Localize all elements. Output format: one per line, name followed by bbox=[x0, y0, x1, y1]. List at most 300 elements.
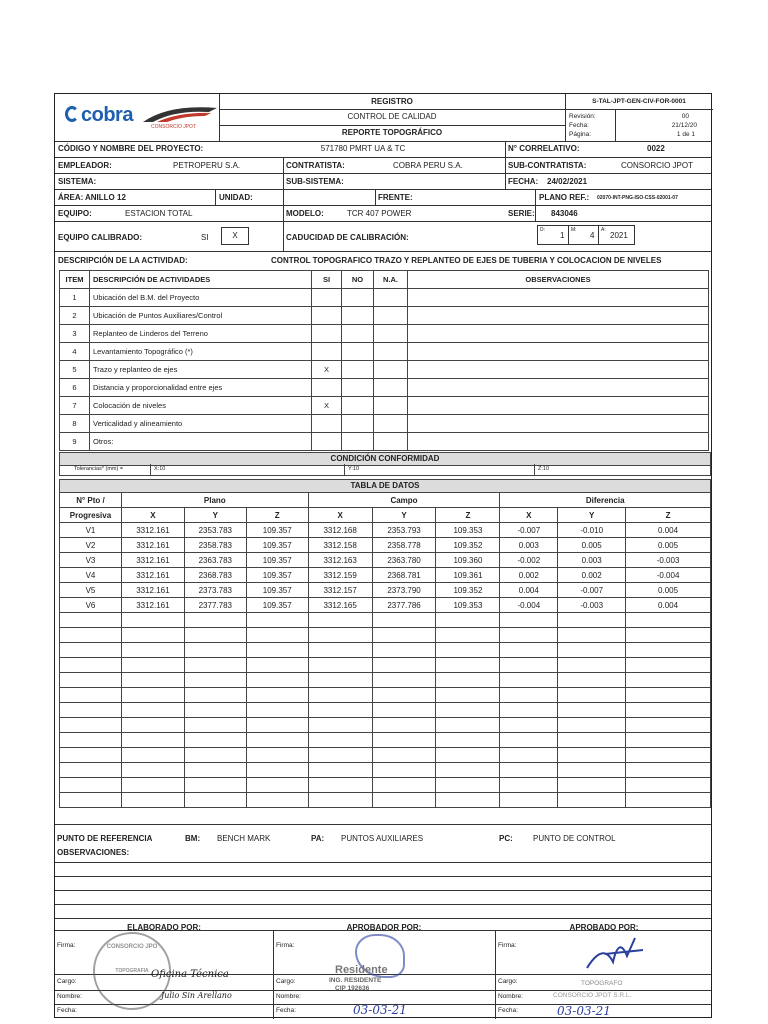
data-cell-dz bbox=[626, 688, 711, 703]
activity-item: 6 bbox=[60, 379, 90, 397]
data-cell-cz bbox=[436, 658, 500, 673]
data-cell-pz bbox=[246, 718, 308, 733]
activity-si bbox=[312, 415, 342, 433]
data-cell-dz bbox=[626, 673, 711, 688]
data-row bbox=[60, 658, 711, 673]
calibrado-checkbox[interactable]: X bbox=[221, 227, 249, 245]
data-cell-px bbox=[121, 643, 184, 658]
data-cell-py: 2353.783 bbox=[184, 523, 246, 538]
consortium-logo bbox=[139, 102, 219, 130]
data-cell-cx: 3312.157 bbox=[308, 583, 372, 598]
data-cell-px bbox=[121, 778, 184, 793]
data-cell-dz bbox=[626, 733, 711, 748]
data-cell-pz bbox=[246, 613, 308, 628]
data-cell-cx bbox=[308, 658, 372, 673]
stamp1-mid-text: TOPOGRAFIA bbox=[115, 968, 149, 974]
data-cell-p bbox=[60, 733, 122, 748]
data-cell-cz bbox=[436, 703, 500, 718]
cargo-label-3: Cargo: bbox=[498, 978, 518, 985]
revision-value: 00 bbox=[681, 113, 689, 120]
data-cell-py: 2377.783 bbox=[184, 598, 246, 613]
data-cell-dy bbox=[558, 733, 626, 748]
data-cell-p bbox=[60, 658, 122, 673]
empleador-value: PETROPERU S.A. bbox=[173, 161, 241, 170]
observaciones-label: OBSERVACIONES: bbox=[57, 848, 130, 857]
actividad-label: DESCRIPCIÓN DE LA ACTIVIDAD: bbox=[58, 256, 188, 265]
data-cell-dx bbox=[500, 613, 558, 628]
serie-value: 843046 bbox=[551, 209, 578, 218]
data-cell-dx: -0.007 bbox=[500, 523, 558, 538]
data-cell-p bbox=[60, 763, 122, 778]
col-desc: DESCRIPCIÓN DE ACTIVIDADES bbox=[90, 271, 312, 289]
contratista-value: COBRA PERU S.A. bbox=[393, 161, 463, 170]
data-cell-dz: 0.005 bbox=[626, 538, 711, 553]
activity-obs bbox=[408, 307, 709, 325]
data-cell-dy: 0.005 bbox=[558, 538, 626, 553]
nombre-label-1: Nombre: bbox=[57, 993, 82, 1000]
data-cell-cy bbox=[372, 748, 436, 763]
subcontratista-value: CONSORCIO JPOT bbox=[621, 161, 694, 170]
data-row bbox=[60, 733, 711, 748]
data-cell-pz bbox=[246, 703, 308, 718]
activity-item: 9 bbox=[60, 433, 90, 451]
data-cell-py bbox=[184, 778, 246, 793]
data-row bbox=[60, 613, 711, 628]
data-cell-cy bbox=[372, 643, 436, 658]
data-cell-dz bbox=[626, 778, 711, 793]
data-cell-cy bbox=[372, 673, 436, 688]
dif-y-header: Y bbox=[558, 508, 626, 523]
activity-desc: Colocación de niveles bbox=[90, 397, 312, 415]
data-cell-cy: 2363.780 bbox=[372, 553, 436, 568]
data-cell-dy bbox=[558, 793, 626, 808]
doc-code: S-TAL-JPT-GEN-CIV-FOR-0001 bbox=[592, 98, 686, 105]
data-cell-py bbox=[184, 658, 246, 673]
activity-desc: Ubicación del B.M. del Proyecto bbox=[90, 289, 312, 307]
data-cell-py bbox=[184, 733, 246, 748]
data-cell-dz bbox=[626, 763, 711, 778]
signature-1b: Julio Sin Arellano bbox=[161, 991, 232, 1000]
data-cell-cz: 109.361 bbox=[436, 568, 500, 583]
revision-label: Revisión: bbox=[569, 113, 596, 120]
nombre-label-3: Nombre: bbox=[498, 993, 523, 1000]
activity-no bbox=[342, 433, 374, 451]
activity-no bbox=[342, 325, 374, 343]
data-cell-cz bbox=[436, 733, 500, 748]
plano-z-header: Z bbox=[246, 508, 308, 523]
data-cell-py bbox=[184, 613, 246, 628]
subcontratista-label: SUB-CONTRATISTA: bbox=[508, 161, 587, 170]
activity-item: 3 bbox=[60, 325, 90, 343]
activity-si bbox=[312, 433, 342, 451]
activity-si: X bbox=[312, 397, 342, 415]
data-row bbox=[60, 643, 711, 658]
activity-na bbox=[374, 289, 408, 307]
data-cell-cz: 109.352 bbox=[436, 583, 500, 598]
data-cell-dx: 0.002 bbox=[500, 568, 558, 583]
data-cell-cz bbox=[436, 793, 500, 808]
data-row bbox=[60, 598, 711, 613]
activity-no bbox=[342, 289, 374, 307]
activity-no bbox=[342, 343, 374, 361]
data-cell-dy bbox=[558, 763, 626, 778]
data-cell-cz bbox=[436, 688, 500, 703]
activity-na bbox=[374, 325, 408, 343]
data-cell-pz: 109.357 bbox=[246, 568, 308, 583]
data-cell-p bbox=[60, 613, 122, 628]
data-cell-p bbox=[60, 643, 122, 658]
data-row bbox=[60, 778, 711, 793]
road-swoosh-icon bbox=[139, 102, 219, 124]
pc-value: PUNTO DE CONTROL bbox=[533, 834, 616, 843]
activity-obs bbox=[408, 379, 709, 397]
stamp3-line-b: CONSORCIO JPOT S.R.L. bbox=[553, 992, 632, 999]
data-cell-dx bbox=[500, 778, 558, 793]
data-cell-cx bbox=[308, 643, 372, 658]
activity-obs bbox=[408, 415, 709, 433]
data-cell-pz: 109.357 bbox=[246, 553, 308, 568]
caducidad-box bbox=[537, 225, 635, 245]
plano-x-header: X bbox=[121, 508, 184, 523]
activity-desc: Trazo y replanteo de ejes bbox=[90, 361, 312, 379]
company-logo bbox=[65, 104, 135, 128]
tol-x: X:10 bbox=[154, 466, 166, 472]
data-cell-cy bbox=[372, 763, 436, 778]
data-cell-dz bbox=[626, 628, 711, 643]
data-cell-dx bbox=[500, 703, 558, 718]
activity-na bbox=[374, 343, 408, 361]
tolerance-row bbox=[59, 464, 711, 476]
data-table bbox=[59, 492, 711, 808]
col-si: SI bbox=[312, 271, 342, 289]
activity-row bbox=[60, 307, 709, 325]
data-cell-px: 3312.161 bbox=[121, 523, 184, 538]
activity-item: 7 bbox=[60, 397, 90, 415]
codigo-label: CÓDIGO Y NOMBRE DEL PROYECTO: bbox=[58, 144, 204, 153]
data-cell-dy bbox=[558, 658, 626, 673]
pc-label: PC: bbox=[499, 834, 513, 843]
data-cell-py bbox=[184, 628, 246, 643]
data-cell-px: 3312.161 bbox=[121, 583, 184, 598]
data-cell-px bbox=[121, 718, 184, 733]
data-cell-dy bbox=[558, 673, 626, 688]
activity-row bbox=[60, 397, 709, 415]
tol-label: Tolerancias* (mm) = bbox=[74, 466, 124, 472]
data-cell-dz bbox=[626, 658, 711, 673]
cargo-label-1: Cargo: bbox=[57, 978, 77, 985]
data-cell-p: V6 bbox=[60, 598, 122, 613]
pa-label: PA: bbox=[311, 834, 325, 843]
aprobador-label: APROBADOR POR: bbox=[346, 923, 422, 932]
stamp2-line-b: ING. RESIDENTE bbox=[329, 977, 382, 984]
data-cell-pz bbox=[246, 733, 308, 748]
activity-item: 4 bbox=[60, 343, 90, 361]
elaborado-label: ELABORADO POR: bbox=[127, 923, 201, 932]
dif-z-header: Z bbox=[626, 508, 711, 523]
data-cell-pz bbox=[246, 748, 308, 763]
cargo-label-2: Cargo: bbox=[276, 978, 296, 985]
caducidad-label: CADUCIDAD DE CALIBRACIÓN: bbox=[286, 233, 409, 242]
activity-na bbox=[374, 361, 408, 379]
data-cell-px bbox=[121, 703, 184, 718]
col-na: N.A. bbox=[374, 271, 408, 289]
equipo-value: ESTACION TOTAL bbox=[125, 209, 193, 218]
data-cell-cz: 109.353 bbox=[436, 523, 500, 538]
data-cell-p: V1 bbox=[60, 523, 122, 538]
data-cell-cx bbox=[308, 613, 372, 628]
plano-y-header: Y bbox=[184, 508, 246, 523]
data-cell-px bbox=[121, 763, 184, 778]
activity-item: 2 bbox=[60, 307, 90, 325]
fecha-label-3: Fecha: bbox=[498, 1007, 518, 1014]
data-cell-p: V3 bbox=[60, 553, 122, 568]
campo-header: Campo bbox=[308, 493, 500, 508]
data-cell-cz bbox=[436, 628, 500, 643]
data-cell-cy bbox=[372, 718, 436, 733]
data-cell-cy bbox=[372, 793, 436, 808]
nombre-label-2: Nombre: bbox=[276, 993, 301, 1000]
data-cell-p: V5 bbox=[60, 583, 122, 598]
activity-row bbox=[60, 379, 709, 397]
data-cell-cy bbox=[372, 703, 436, 718]
data-cell-dx bbox=[500, 718, 558, 733]
data-cell-pz bbox=[246, 643, 308, 658]
data-cell-pz bbox=[246, 793, 308, 808]
data-cell-cz bbox=[436, 763, 500, 778]
activity-si bbox=[312, 325, 342, 343]
data-cell-px bbox=[121, 613, 184, 628]
pagina-value: 1 de 1 bbox=[676, 131, 695, 138]
correlativo-value: 0022 bbox=[647, 144, 665, 153]
plano-header: Plano bbox=[121, 493, 308, 508]
stamp2-line-a: Residente bbox=[335, 964, 388, 976]
activity-obs bbox=[408, 433, 709, 451]
cad-m-label: M: bbox=[571, 227, 577, 233]
logo-swirl-icon bbox=[65, 106, 79, 122]
activity-desc: Otros: bbox=[90, 433, 312, 451]
subsistema-label: SUB-SISTEMA: bbox=[286, 177, 344, 186]
pto-label-1: N° Pto / bbox=[60, 493, 122, 508]
data-cell-dx bbox=[500, 763, 558, 778]
data-cell-cy bbox=[372, 778, 436, 793]
data-row bbox=[60, 748, 711, 763]
activity-no bbox=[342, 397, 374, 415]
data-cell-dy bbox=[558, 643, 626, 658]
activity-na bbox=[374, 379, 408, 397]
data-cell-cx bbox=[308, 628, 372, 643]
data-cell-pz bbox=[246, 688, 308, 703]
campo-z-header: Z bbox=[436, 508, 500, 523]
firma-label-3: Firma: bbox=[498, 942, 517, 949]
data-cell-dy bbox=[558, 703, 626, 718]
data-cell-p bbox=[60, 673, 122, 688]
activity-na bbox=[374, 433, 408, 451]
equipo-label: EQUIPO: bbox=[58, 209, 92, 218]
data-cell-cy: 2373.790 bbox=[372, 583, 436, 598]
data-cell-dz bbox=[626, 643, 711, 658]
data-cell-cz: 109.352 bbox=[436, 538, 500, 553]
consortium-name: CONSORCIO JPOT bbox=[151, 124, 197, 130]
frente-label: FRENTE: bbox=[378, 193, 413, 202]
data-cell-cx: 3312.158 bbox=[308, 538, 372, 553]
tol-z: Z:10 bbox=[538, 466, 550, 472]
activity-si bbox=[312, 289, 342, 307]
data-row bbox=[60, 703, 711, 718]
activity-obs bbox=[408, 397, 709, 415]
activity-desc: Verticalidad y alineamiento bbox=[90, 415, 312, 433]
col-no: NO bbox=[342, 271, 374, 289]
referencia-label: PUNTO DE REFERENCIA bbox=[57, 834, 153, 843]
data-cell-px: 3312.161 bbox=[121, 568, 184, 583]
activity-obs bbox=[408, 343, 709, 361]
data-cell-cy bbox=[372, 658, 436, 673]
activity-desc: Distancia y proporcionalidad entre ejes bbox=[90, 379, 312, 397]
data-cell-cz bbox=[436, 718, 500, 733]
data-cell-dz: -0.003 bbox=[626, 553, 711, 568]
data-cell-dy: -0.010 bbox=[558, 523, 626, 538]
data-cell-dx bbox=[500, 643, 558, 658]
data-cell-pz: 109.357 bbox=[246, 538, 308, 553]
diferencia-header: Diferencia bbox=[500, 493, 711, 508]
data-cell-pz bbox=[246, 658, 308, 673]
data-cell-p bbox=[60, 778, 122, 793]
data-cell-dy bbox=[558, 628, 626, 643]
data-cell-cx bbox=[308, 793, 372, 808]
empleador-label: EMPLEADOR: bbox=[58, 161, 112, 170]
data-cell-cx: 3312.159 bbox=[308, 568, 372, 583]
stamp1-top-text: CONSORCIO JPO bbox=[106, 944, 158, 950]
date-approver-1: 03-03-21 bbox=[353, 1003, 407, 1017]
data-row bbox=[60, 793, 711, 808]
campo-x-header: X bbox=[308, 508, 372, 523]
data-cell-p bbox=[60, 718, 122, 733]
data-cell-cy: 2353.793 bbox=[372, 523, 436, 538]
area-value: ANILLO 12 bbox=[85, 193, 126, 202]
data-cell-cy: 2368.781 bbox=[372, 568, 436, 583]
activity-no bbox=[342, 379, 374, 397]
data-cell-dx bbox=[500, 748, 558, 763]
data-cell-cx bbox=[308, 688, 372, 703]
data-cell-pz: 109.357 bbox=[246, 583, 308, 598]
fecha-proj-value: 24/02/2021 bbox=[547, 177, 588, 186]
data-cell-cz bbox=[436, 613, 500, 628]
activity-obs bbox=[408, 325, 709, 343]
data-cell-p bbox=[60, 793, 122, 808]
data-cell-py bbox=[184, 703, 246, 718]
data-cell-pz bbox=[246, 778, 308, 793]
data-cell-p: V4 bbox=[60, 568, 122, 583]
data-row bbox=[60, 523, 711, 538]
data-cell-cz bbox=[436, 643, 500, 658]
data-cell-cx: 3312.168 bbox=[308, 523, 372, 538]
data-cell-cz: 109.353 bbox=[436, 598, 500, 613]
data-cell-pz: 109.357 bbox=[246, 598, 308, 613]
data-cell-px: 3312.161 bbox=[121, 538, 184, 553]
data-cell-cz bbox=[436, 748, 500, 763]
data-cell-cx bbox=[308, 763, 372, 778]
activity-obs bbox=[408, 361, 709, 379]
signature-1a: Oficina Técnica bbox=[151, 969, 229, 980]
activity-row bbox=[60, 289, 709, 307]
plano-label: PLANO REF.: bbox=[539, 193, 590, 202]
plano-value: 02070-INT-PNG-ISO-CSS-02001-07 bbox=[597, 195, 678, 201]
stamp2-line-c: CIP 192636 bbox=[335, 985, 370, 992]
activity-na bbox=[374, 307, 408, 325]
correlativo-label: N° CORRELATIVO: bbox=[508, 144, 580, 153]
modelo-label: MODELO: bbox=[286, 209, 324, 218]
data-cell-dx bbox=[500, 733, 558, 748]
activity-obs bbox=[408, 289, 709, 307]
data-cell-cy bbox=[372, 688, 436, 703]
activity-si bbox=[312, 343, 342, 361]
cad-a-value: 2021 bbox=[610, 231, 628, 240]
data-row bbox=[60, 688, 711, 703]
activities-table bbox=[59, 270, 709, 451]
activity-desc: Levantamiento Topográfico (*) bbox=[90, 343, 312, 361]
data-cell-pz bbox=[246, 763, 308, 778]
data-cell-py: 2373.783 bbox=[184, 583, 246, 598]
data-cell-py: 2368.783 bbox=[184, 568, 246, 583]
fecha-value: 21/12/20 bbox=[671, 122, 697, 129]
data-cell-cy: 2377.786 bbox=[372, 598, 436, 613]
logo-text: cobra bbox=[81, 104, 133, 126]
datos-title: TABLA DE DATOS bbox=[59, 479, 711, 493]
data-cell-cx bbox=[308, 748, 372, 763]
stamp3-line-a: TOPOGRAFO bbox=[581, 980, 623, 987]
data-cell-dy: 0.002 bbox=[558, 568, 626, 583]
activity-desc: Replanteo de Linderos del Terreno bbox=[90, 325, 312, 343]
data-cell-dx bbox=[500, 688, 558, 703]
data-cell-px bbox=[121, 733, 184, 748]
fecha-label: Fecha: bbox=[569, 122, 589, 129]
data-cell-cx: 3312.163 bbox=[308, 553, 372, 568]
dif-x-header: X bbox=[500, 508, 558, 523]
signature-3-icon bbox=[583, 932, 647, 972]
activity-si bbox=[312, 379, 342, 397]
activity-si: X bbox=[312, 361, 342, 379]
data-cell-dy bbox=[558, 613, 626, 628]
data-cell-dx: 0.003 bbox=[500, 538, 558, 553]
data-cell-py bbox=[184, 643, 246, 658]
activity-no bbox=[342, 415, 374, 433]
data-row bbox=[60, 568, 711, 583]
data-cell-p bbox=[60, 688, 122, 703]
data-cell-py bbox=[184, 688, 246, 703]
fecha-label-1: Fecha: bbox=[57, 1007, 77, 1014]
data-cell-cx: 3312.165 bbox=[308, 598, 372, 613]
data-cell-px bbox=[121, 688, 184, 703]
data-cell-py bbox=[184, 718, 246, 733]
data-cell-py bbox=[184, 748, 246, 763]
title-reporte: REPORTE TOPOGRÁFICO bbox=[341, 128, 443, 137]
activity-no bbox=[342, 307, 374, 325]
data-cell-px: 3312.161 bbox=[121, 553, 184, 568]
aprobado-label: APROBADO POR: bbox=[569, 923, 639, 932]
data-row bbox=[60, 628, 711, 643]
date-approver-2: 03-03-21 bbox=[557, 1004, 611, 1018]
data-cell-dz: 0.005 bbox=[626, 583, 711, 598]
tol-y: Y:10 bbox=[348, 466, 360, 472]
activity-item: 8 bbox=[60, 415, 90, 433]
data-cell-dx bbox=[500, 658, 558, 673]
data-cell-p bbox=[60, 748, 122, 763]
data-cell-cx bbox=[308, 778, 372, 793]
data-cell-dz bbox=[626, 613, 711, 628]
activity-item: 1 bbox=[60, 289, 90, 307]
data-cell-cy: 2358.778 bbox=[372, 538, 436, 553]
activity-si bbox=[312, 307, 342, 325]
codigo-value: 571780 PMRT UA & TC bbox=[320, 144, 406, 153]
